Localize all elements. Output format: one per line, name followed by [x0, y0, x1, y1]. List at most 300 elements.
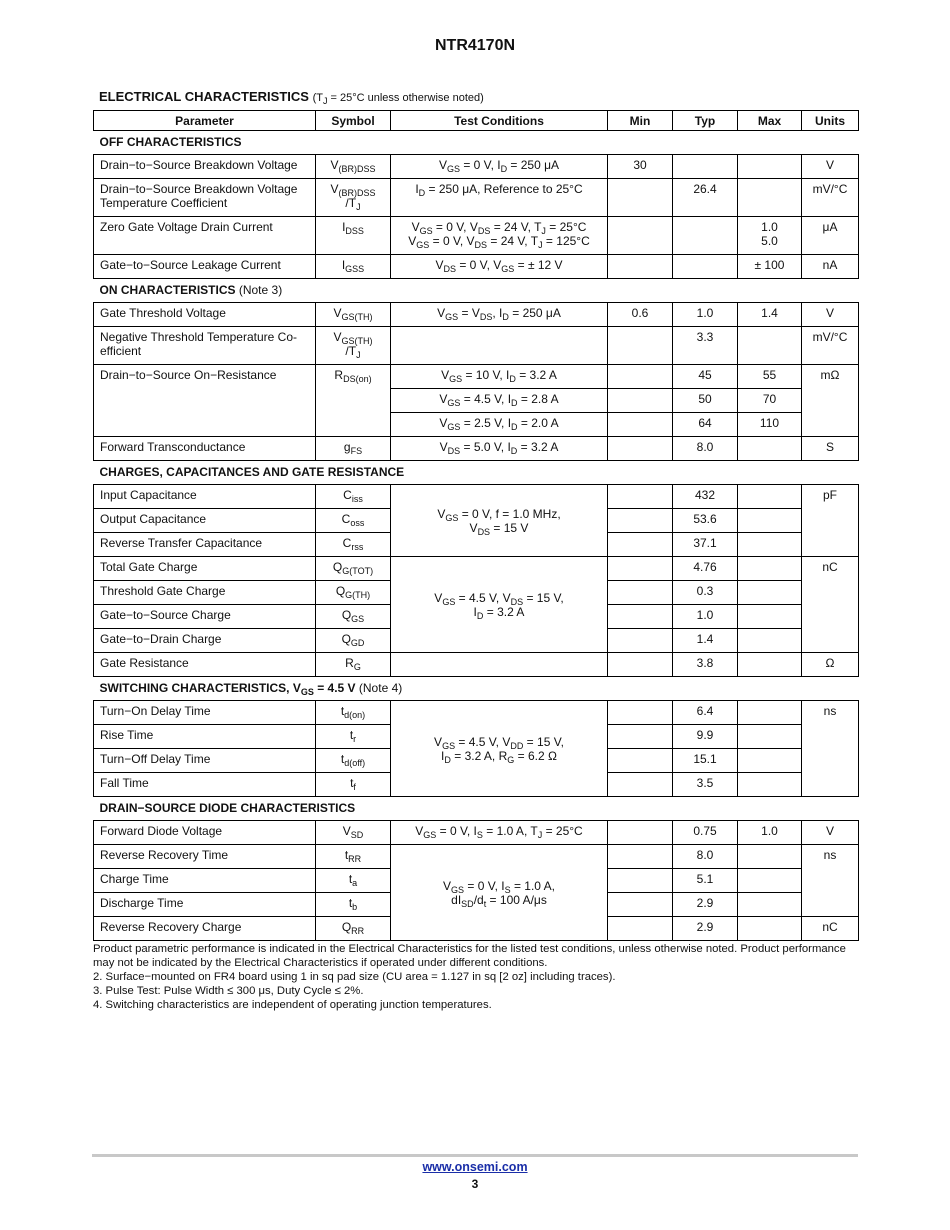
symbol-cell: [316, 217, 391, 255]
units-cell: nC: [802, 917, 859, 941]
min-cell: [608, 217, 673, 255]
symbol-text: /T: [345, 344, 357, 358]
symbol-text: I: [342, 220, 346, 234]
typ-cell: 432: [673, 485, 738, 509]
units-cell: mΩ: [802, 365, 859, 437]
cond-sub: D: [502, 312, 509, 322]
symbol-cell: [316, 533, 391, 557]
symbol-sub: GD: [350, 638, 365, 648]
max-cell: [738, 629, 802, 653]
max-cell: 70: [738, 389, 802, 413]
symbol-cell: [316, 653, 391, 677]
table-row: [94, 845, 859, 869]
cond-sub: t: [483, 899, 487, 909]
typ-cell: 3.5: [673, 773, 738, 797]
cond-sub: D: [511, 422, 518, 432]
symbol-line: [322, 330, 384, 344]
param-cell: Turn−Off Delay Time: [94, 749, 316, 773]
table-row: [94, 485, 859, 509]
symbol-text: V: [330, 158, 339, 172]
min-cell: [608, 821, 673, 845]
typ-cell: 50: [673, 389, 738, 413]
cond-sub: DS: [474, 240, 488, 250]
typ-cell: 6.4: [673, 701, 738, 725]
max-cell: [738, 217, 802, 255]
typ-cell: 1.4: [673, 629, 738, 653]
cond-sub: D: [444, 755, 451, 765]
typ-cell: 8.0: [673, 845, 738, 869]
section-title: [94, 279, 859, 303]
cond-sub: GS: [446, 164, 460, 174]
section-row: [94, 279, 859, 303]
min-cell: [608, 917, 673, 941]
table-row: [94, 365, 859, 389]
symbol-cell: [316, 725, 391, 749]
typ-cell: 2.9: [673, 893, 738, 917]
cond-text: = 0 V, V: [455, 258, 502, 272]
symbol-cell: [316, 605, 391, 629]
cond-sub: D: [510, 446, 518, 456]
section-title-text: SWITCHING CHARACTERISTICS, V: [99, 681, 301, 695]
param-cell: Threshold Gate Charge: [94, 581, 316, 605]
symbol-sub: d(on): [344, 710, 366, 720]
max-cell: [738, 653, 802, 677]
max-cell: ± 100: [738, 255, 802, 279]
heading-title: ELECTRICAL CHARACTERISTICS: [99, 89, 309, 104]
symbol-cell: [316, 437, 391, 461]
symbol-cell: [316, 303, 391, 327]
max-cell: 110: [738, 413, 802, 437]
cond-text: = 6.2 Ω: [514, 749, 557, 763]
cond-sub: DS: [443, 264, 456, 274]
symbol-cell: [316, 179, 391, 217]
condition-cell: [391, 303, 608, 327]
typ-cell: 0.3: [673, 581, 738, 605]
symbol-cell: [316, 155, 391, 179]
cond-sub: GS: [449, 374, 463, 384]
typ-cell: 1.0: [673, 303, 738, 327]
param-line: Drain−to−Source Breakdown Voltage: [100, 182, 298, 196]
param-line: Negative Threshold Temperature Co-: [100, 330, 297, 344]
condition-cell: [391, 413, 608, 437]
symbol-sub: DS(on): [343, 374, 372, 384]
cond-sub: DS: [477, 527, 491, 537]
table-row: [94, 653, 859, 677]
cond-text: = 15 V,: [523, 735, 564, 749]
symbol-cell: [316, 557, 391, 581]
section-title-sub: GS: [300, 687, 314, 697]
symbol-sub: iss: [351, 494, 363, 504]
max-cell: [738, 845, 802, 869]
heading-note-rest: = 25°C unless otherwise noted): [327, 92, 484, 104]
column-header: Typ: [673, 111, 738, 131]
cond-sub: J: [541, 226, 546, 236]
cond-text: V: [439, 416, 448, 430]
symbol-sub: FS: [350, 446, 363, 456]
footer-divider: [92, 1154, 858, 1157]
cond-text: = 1.0 A,: [510, 879, 555, 893]
min-cell: [608, 725, 673, 749]
param-cell: Output Capacitance: [94, 509, 316, 533]
symbol-sub: DSS: [345, 226, 364, 236]
cond-text: V: [434, 735, 443, 749]
min-cell: [608, 773, 673, 797]
units-cell: V: [802, 821, 859, 845]
cond-text: , I: [492, 306, 503, 320]
symbol-sub: RR: [351, 926, 365, 936]
param-cell: [94, 179, 316, 217]
cond-sub: D: [511, 398, 518, 408]
symbol-sub: oss: [350, 518, 365, 528]
symbol-text: t: [348, 872, 353, 886]
condition-cell: [391, 327, 608, 365]
cond-line: [397, 220, 601, 234]
table-row: [94, 303, 859, 327]
section-title-text: ON CHARACTERISTICS: [99, 283, 236, 297]
symbol-sub: (BR)DSS: [338, 164, 376, 174]
note-3: 3. Pulse Test: Pulse Width ≤ 300 μs, Duty Cycle ≤ 2%.: [93, 985, 364, 997]
symbol-sub: (BR)DSS: [338, 188, 376, 198]
cond-text: V: [438, 158, 447, 172]
symbol-sub: J: [356, 350, 361, 360]
max-line: 1.0: [761, 220, 778, 234]
symbol-text: t: [340, 752, 345, 766]
table-row: [94, 179, 859, 217]
cond-sub: GS: [447, 398, 461, 408]
cond-line: [397, 879, 601, 893]
max-cell: [738, 533, 802, 557]
symbol-text: Q: [332, 560, 343, 574]
condition-cell: [391, 365, 608, 389]
units-cell: mV/°C: [802, 327, 859, 365]
cond-text: = 250 μA: [507, 158, 560, 172]
heading-note-a: (T: [312, 92, 323, 104]
cond-line: [397, 591, 601, 605]
typ-cell: [673, 217, 738, 255]
column-header: Test Conditions: [391, 111, 608, 131]
max-cell: [738, 701, 802, 725]
cond-text: I: [441, 749, 445, 763]
cond-text: = 250 μA: [508, 306, 561, 320]
cond-text: V: [441, 368, 450, 382]
min-cell: [608, 749, 673, 773]
symbol-cell: [316, 749, 391, 773]
min-cell: [608, 893, 673, 917]
max-cell: [738, 725, 802, 749]
symbol-cell: [316, 327, 391, 365]
cond-text: = 100 A/μs: [486, 893, 547, 907]
section-note: (Note 3): [235, 283, 283, 297]
cond-text: = 3.2 A: [515, 368, 557, 382]
cond-sub: DS: [479, 312, 493, 322]
note-2: 2. Surface−mounted on FR4 board using 1 in sq pad size (CU area = 1.127 in sq [2 oz] including traces).: [93, 971, 616, 983]
min-cell: [608, 509, 673, 533]
max-cell: [738, 155, 802, 179]
cond-text: = 15 V,: [523, 591, 564, 605]
units-cell: nA: [802, 255, 859, 279]
symbol-text: t: [348, 896, 353, 910]
cond-text: V: [408, 234, 417, 248]
electrical-characteristics-table: [93, 110, 859, 941]
symbol-text: C: [343, 488, 352, 502]
max-cell: [738, 179, 802, 217]
cond-sub: D: [500, 164, 508, 174]
max-cell: [738, 509, 802, 533]
heading-note: [313, 92, 484, 104]
max-cell: [738, 773, 802, 797]
symbol-text: /T: [345, 196, 357, 210]
condition-cell: [391, 255, 608, 279]
min-cell: [608, 389, 673, 413]
cond-text: = 125°C: [542, 234, 590, 248]
cond-sub: GS: [416, 240, 430, 250]
min-cell: [608, 845, 673, 869]
typ-cell: 4.76: [673, 557, 738, 581]
table-row: [94, 701, 859, 725]
column-header: Min: [608, 111, 673, 131]
cond-text: = 24 V, T: [490, 220, 542, 234]
min-cell: 30: [608, 155, 673, 179]
section-title: DRAIN−SOURCE DIODE CHARACTERISTICS: [99, 801, 356, 815]
units-cell: μA: [802, 217, 859, 255]
symbol-sub: SD: [350, 830, 364, 840]
table-header-row: [94, 111, 859, 131]
symbol-text: Q: [335, 584, 346, 598]
section-title: OFF CHARACTERISTICS: [99, 135, 242, 149]
website-link[interactable]: www.onsemi.com: [422, 1160, 528, 1174]
min-cell: [608, 327, 673, 365]
max-cell: [738, 485, 802, 509]
cond-text: = 2.0 A: [517, 416, 559, 430]
cond-text: = 10 V, I: [462, 368, 510, 382]
cond-text: V: [434, 591, 443, 605]
symbol-sub: RR: [348, 854, 362, 864]
symbol-text: V: [330, 182, 339, 196]
cond-text: V: [442, 879, 451, 893]
cond-text: V: [437, 306, 446, 320]
cond-text: dI: [451, 893, 462, 907]
param-line: Temperature Coefficient: [100, 196, 228, 210]
section-note: (Note 4): [355, 681, 403, 695]
max-cell: [738, 893, 802, 917]
cond-sub: S: [476, 830, 483, 840]
table-row: [94, 437, 859, 461]
cond-text: = 3.2 A: [517, 440, 559, 454]
symbol-text: V: [333, 330, 342, 344]
min-cell: [608, 869, 673, 893]
max-cell: 1.4: [738, 303, 802, 327]
param-cell: Fall Time: [94, 773, 316, 797]
cond-text: V: [439, 440, 448, 454]
cond-text: = 250 μA, Reference to 25°C: [425, 182, 583, 196]
min-cell: [608, 413, 673, 437]
symbol-text: C: [342, 536, 352, 550]
section-title: [94, 677, 859, 701]
symbol-sub: GS: [351, 614, 365, 624]
param-cell: Gate Resistance: [94, 653, 316, 677]
condition-cell: [391, 389, 608, 413]
cond-sub: GS: [419, 226, 433, 236]
cond-sub: SD: [461, 899, 474, 909]
cond-text: = 2.8 A: [517, 392, 559, 406]
min-cell: [608, 701, 673, 725]
param-cell: Reverse Transfer Capacitance: [94, 533, 316, 557]
symbol-cell: [316, 629, 391, 653]
typ-cell: 9.9: [673, 725, 738, 749]
cond-text: = 0 V, V: [432, 220, 478, 234]
section-row: [94, 677, 859, 701]
condition-cell: [391, 653, 608, 677]
symbol-cell: [316, 509, 391, 533]
cond-sub: DS: [447, 446, 461, 456]
column-header: Units: [802, 111, 859, 131]
min-cell: [608, 179, 673, 217]
typ-cell: 37.1: [673, 533, 738, 557]
cond-sub: J: [537, 830, 543, 840]
param-cell: [94, 327, 316, 365]
param-cell: Charge Time: [94, 869, 316, 893]
units-cell: nC: [802, 557, 859, 653]
symbol-text: Q: [341, 920, 352, 934]
column-header: Parameter: [94, 111, 316, 131]
cond-sub: GS: [445, 312, 459, 322]
min-cell: [608, 653, 673, 677]
cond-sub: D: [418, 188, 426, 198]
min-cell: [608, 365, 673, 389]
symbol-cell: [316, 581, 391, 605]
section-row: [94, 131, 859, 155]
min-cell: 0.6: [608, 303, 673, 327]
symbol-sub: r: [353, 734, 357, 744]
symbol-text: V: [333, 306, 342, 320]
max-cell: 55: [738, 365, 802, 389]
cond-text: = 15 V: [490, 521, 529, 535]
table-row: [94, 155, 859, 179]
cond-sub: D: [509, 374, 516, 384]
symbol-text: g: [343, 440, 351, 454]
typ-cell: 15.1: [673, 749, 738, 773]
param-cell: Rise Time: [94, 725, 316, 749]
min-cell: [608, 437, 673, 461]
cond-sub: GS: [442, 597, 456, 607]
symbol-text: Q: [341, 632, 351, 646]
cond-line: [397, 893, 601, 907]
param-cell: Drain−to−Source Breakdown Voltage: [94, 155, 316, 179]
cond-line: [397, 735, 601, 749]
symbol-cell: [316, 845, 391, 869]
notes-intro: Product parametric performance is indicated in the Electrical Characteristics for the listed test conditions, unless otherwise noted. Product performance may not be indicated by the Electrical Characteristics if operated under different conditions.: [93, 943, 846, 969]
units-cell: S: [802, 437, 859, 461]
min-cell: [608, 629, 673, 653]
cond-text: = 4.5 V, V: [455, 591, 511, 605]
param-cell: Input Capacitance: [94, 485, 316, 509]
min-cell: [608, 485, 673, 509]
symbol-sub: G(TOT): [342, 566, 374, 576]
symbol-sub: GS(TH): [341, 336, 373, 346]
symbol-sub: d(off): [344, 758, 366, 768]
cond-text: = 0 V, I: [459, 158, 501, 172]
symbol-cell: [316, 701, 391, 725]
condition-cell: [391, 557, 608, 653]
typ-cell: 3.3: [673, 327, 738, 365]
param-cell: Gate Threshold Voltage: [94, 303, 316, 327]
note-4: 4. Switching characteristics are independent of operating junction temperatures.: [93, 999, 492, 1011]
max-cell: [738, 327, 802, 365]
cond-text: V: [437, 507, 446, 521]
cond-sub: DS: [510, 597, 524, 607]
cond-text: = 0 V, V: [429, 234, 475, 248]
min-cell: [608, 533, 673, 557]
typ-cell: [673, 155, 738, 179]
symbol-cell: [316, 255, 391, 279]
cond-sub: GS: [447, 422, 461, 432]
cond-text: = 0 V, f = 1.0 MHz,: [458, 507, 561, 521]
symbol-sub: J: [356, 202, 361, 212]
cond-sub: GS: [501, 264, 515, 274]
symbol-line: [322, 182, 384, 196]
cond-text: = 4.5 V, V: [455, 735, 511, 749]
cond-text: /d: [473, 893, 484, 907]
cond-text: = 4.5 V, I: [460, 392, 512, 406]
symbol-text: C: [341, 512, 351, 526]
symbol-cell: [316, 485, 391, 509]
cond-line: [397, 521, 601, 535]
typ-cell: 8.0: [673, 437, 738, 461]
units-cell: Ω: [802, 653, 859, 677]
cond-text: = 5.0 V, I: [460, 440, 511, 454]
footnotes: [93, 942, 858, 1012]
max-line: 5.0: [761, 234, 778, 248]
units-cell: ns: [802, 845, 859, 917]
units-cell: mV/°C: [802, 179, 859, 217]
condition-cell: [391, 485, 608, 557]
symbol-sub: f: [353, 782, 356, 792]
heading-note-sub: J: [322, 96, 328, 106]
cond-text: = V: [458, 306, 480, 320]
param-line: efficient: [100, 344, 142, 358]
symbol-cell: [316, 821, 391, 845]
typ-cell: 26.4: [673, 179, 738, 217]
min-cell: [608, 255, 673, 279]
symbol-text: t: [349, 728, 354, 742]
condition-cell: [391, 179, 608, 217]
typ-cell: 53.6: [673, 509, 738, 533]
symbol-sub: rss: [351, 542, 364, 552]
table-row: [94, 217, 859, 255]
cond-text: V: [439, 392, 448, 406]
param-cell: Zero Gate Voltage Drain Current: [94, 217, 316, 255]
condition-cell: [391, 821, 608, 845]
param-cell: Reverse Recovery Time: [94, 845, 316, 869]
units-cell: V: [802, 155, 859, 179]
cond-sub: GS: [451, 885, 465, 895]
cond-sub: GS: [442, 741, 456, 751]
cond-sub: J: [538, 240, 543, 250]
section-title: CHARGES, CAPACITANCES AND GATE RESISTANCE: [99, 465, 405, 479]
document-title: NTR4170N: [434, 37, 516, 54]
typ-cell: [673, 255, 738, 279]
symbol-text: t: [344, 848, 349, 862]
units-cell: ns: [802, 701, 859, 797]
min-cell: [608, 605, 673, 629]
electrical-characteristics-heading: [99, 89, 484, 104]
typ-cell: 45: [673, 365, 738, 389]
symbol-sub: GSS: [345, 264, 365, 274]
table-row: [94, 557, 859, 581]
cond-line: [397, 605, 601, 619]
symbol-sub: G: [353, 662, 361, 672]
cond-text: = 25°C: [545, 220, 587, 234]
